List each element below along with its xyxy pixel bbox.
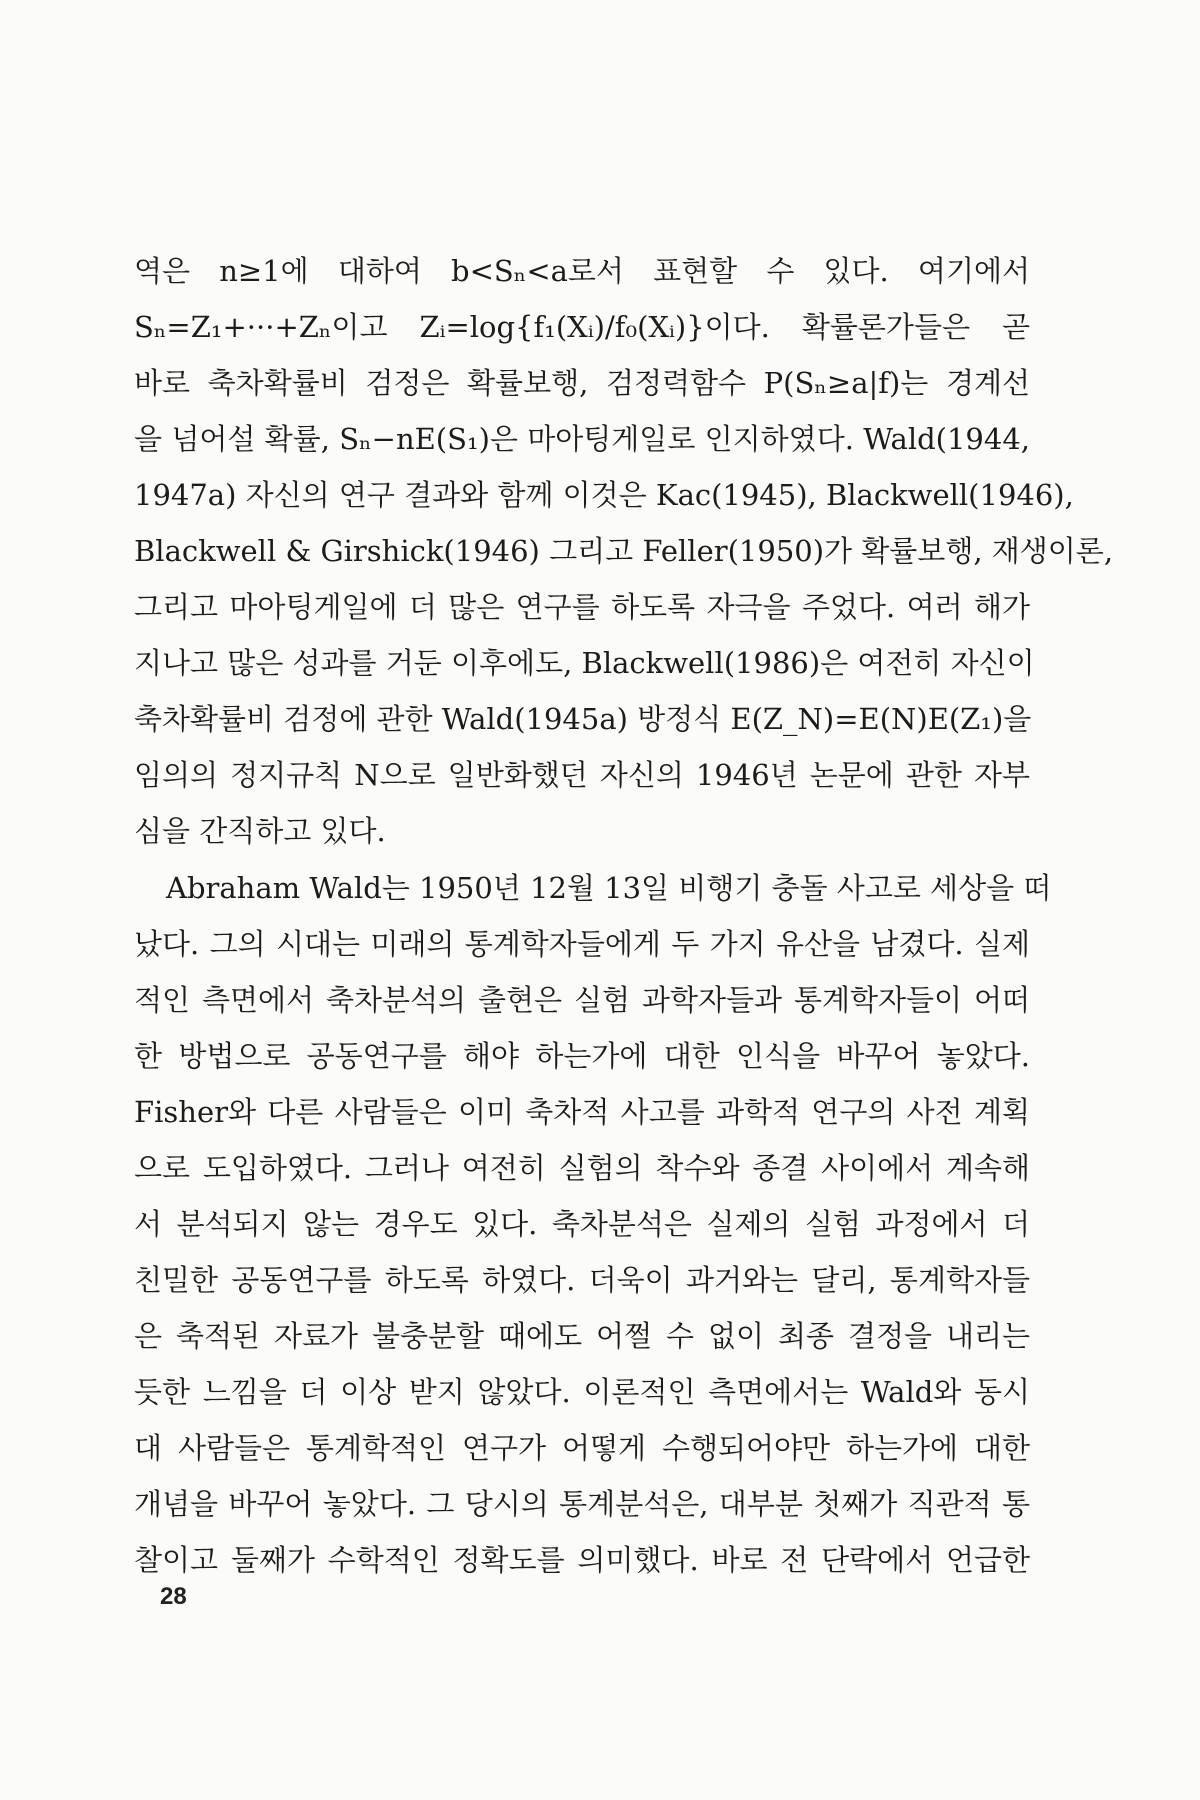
text-line: 1947a) 자신의 연구 결과와 함께 이것은 Kac(1945), Blackwell(1946), <box>134 478 1074 512</box>
text-line: Sₙ=Z₁+···+Zₙ이고 Zᵢ=log{f₁(Xᵢ)/f₀(Xᵢ)}이다. 확률론가들은 곧 <box>134 310 1030 344</box>
text-line: 으로 도입하였다. 그러나 여전히 실험의 착수와 종결 사이에서 계속해 <box>134 1151 1030 1185</box>
text-line: 대 사람들은 통계학적인 연구가 어떻게 수행되어야만 하는가에 대한 <box>134 1431 1030 1465</box>
text-line: 지나고 많은 성과를 거둔 이후에도, Blackwell(1986)은 여전히 자신이 <box>134 646 1035 680</box>
text-line: 심을 간직하고 있다. <box>134 814 386 848</box>
text-line: 개념을 바꾸어 놓았다. 그 당시의 통계분석은, 대부분 첫째가 직관적 통 <box>134 1487 1030 1521</box>
text-line: 역은 n≥1에 대하여 b<Sₙ<a로서 표현할 수 있다. 여기에서 <box>134 254 1030 288</box>
text-line: 은 축적된 자료가 불충분할 때에도 어쩔 수 없이 최종 결정을 내리는 <box>134 1319 1030 1353</box>
text-line: 축차확률비 검정에 관한 Wald(1945a) 방정식 E(Z_N)=E(N)E(Z₁)을 <box>134 702 1032 736</box>
paragraph-2 <box>134 860 1052 1588</box>
text-line: 듯한 느낌을 더 이상 받지 않았다. 이론적인 측면에서는 Wald와 동시 <box>134 1375 1030 1409</box>
text-line: 바로 축차확률비 검정은 확률보행, 검정력함수 P(Sₙ≥a|f)는 경계선 <box>134 366 1030 400</box>
text-line: 그리고 마아팅게일에 더 많은 연구를 하도록 자극을 주었다. 여러 해가 <box>134 590 1030 624</box>
text-line: 임의의 정지규칙 N으로 일반화했던 자신의 1946년 논문에 관한 자부 <box>134 758 1030 792</box>
text-line: Abraham Wald는 1950년 12월 13일 비행기 충돌 사고로 세상을 떠 <box>166 871 1052 905</box>
text-line: 찰이고 둘째가 수학적인 정확도를 의미했다. 바로 전 단락에서 언급한 <box>134 1543 1030 1577</box>
text-line: Fisher와 다른 사람들은 이미 축차적 사고를 과학적 연구의 사전 계획 <box>134 1095 1030 1129</box>
text-line: 났다. 그의 시대는 미래의 통계학자들에게 두 가지 유산을 남겼다. 실제 <box>134 927 1030 961</box>
page-number: 28 <box>160 1583 187 1610</box>
text-line: 서 분석되지 않는 경우도 있다. 축차분석은 실제의 실험 과정에서 더 <box>134 1207 1030 1241</box>
text-line: 을 넘어설 확률, Sₙ−nE(S₁)은 마아팅게일로 인지하였다. Wald(1944, <box>134 422 1030 456</box>
paragraph-1 <box>134 243 1114 859</box>
text-line: 친밀한 공동연구를 하도록 하였다. 더욱이 과거와는 달리, 통계학자들 <box>134 1263 1030 1297</box>
text-line: 한 방법으로 공동연구를 해야 하는가에 대한 인식을 바꾸어 놓았다. <box>134 1039 1030 1073</box>
text-line: 적인 측면에서 축차분석의 출현은 실험 과학자들과 통계학자들이 어떠 <box>134 983 1030 1017</box>
text-line: Blackwell & Girshick(1946) 그리고 Feller(1950)가 확률보행, 재생이론, <box>134 534 1114 568</box>
